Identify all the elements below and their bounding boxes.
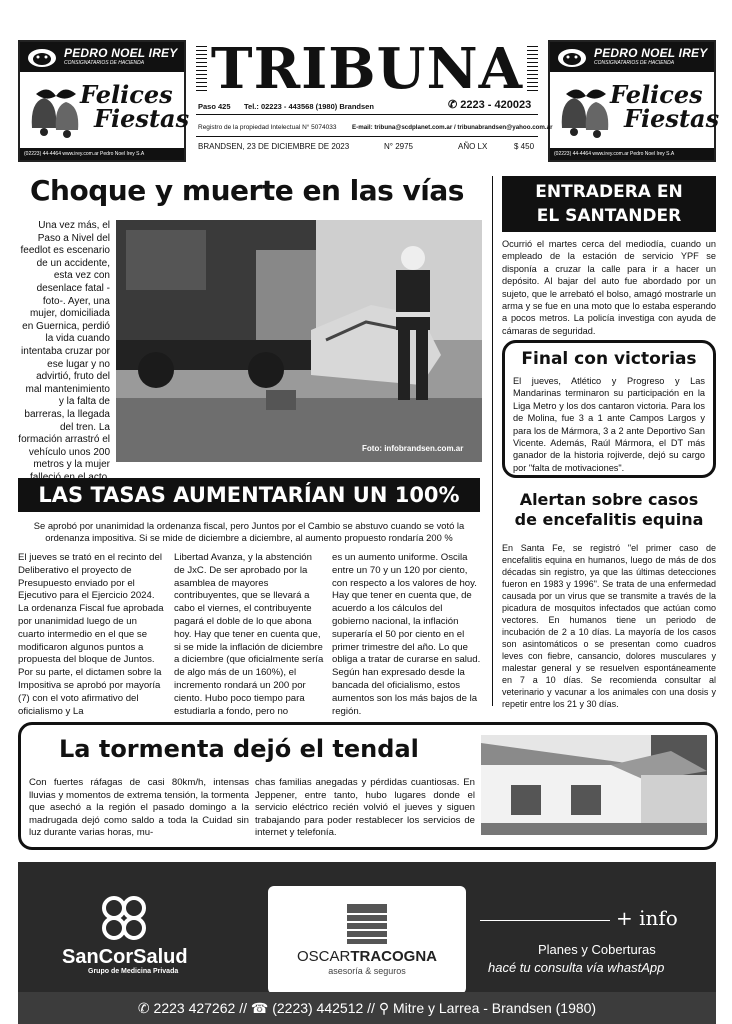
ad-greeting-2: Fiestas bbox=[624, 104, 720, 133]
encefalitis-headline: Alertan sobre casos de encefalitis equina bbox=[514, 490, 704, 529]
masthead-date: BRANDSEN, 23 DE DICIEMBRE DE 2023 bbox=[198, 142, 350, 151]
victorias-headline: Final con victorias bbox=[521, 349, 697, 369]
contact-phone-2: (2223) 442512 bbox=[272, 1000, 364, 1016]
plans-label: Planes y Coberturas bbox=[538, 942, 656, 957]
footer-ad[interactable] bbox=[18, 862, 716, 1024]
ad-greeting-1: Felices bbox=[80, 80, 173, 109]
bells-icon bbox=[26, 86, 86, 148]
masthead-rule bbox=[196, 114, 538, 115]
tracogna-subtitle: asesoría & seguros bbox=[328, 966, 406, 976]
masthead-rule bbox=[196, 136, 538, 137]
encefalitis-text: En Santa Fe, se registró "el primer caso de encefalitis equina en humanos, luego de más de dos décadas sin registro, ya que las últimas detecciones fueron en 1983 y 1996". Se trata de una enfermedad causada por un virus que se transmite a través de la picadura de mosquitos infectados que actúan como vectores. En humanos tiene un periodo de incubación de 2 a 10 días. La mayoría de los casos son asintomáticos o se presentan como cuadros leves con fiebre, cansancio, dolores musculares y malestar general y se resuelven espontáneamente en 7 a 10 días. Se recomienda consultar al veterinario y vacunar a los animales con una dosis y repetir entre los 21 y 30 días. bbox=[502, 543, 716, 709]
ad-brand: PEDRO NOEL IREY bbox=[594, 46, 708, 60]
ad-subtitle: CONSIGNATARIOS DE HACIENDA bbox=[594, 60, 675, 66]
masthead-email: E-mail: tribuna@scdplanet.com.ar / tribunabrandsen@yahoo.com.ar bbox=[352, 124, 553, 131]
phone-icon: ☎ bbox=[250, 1000, 269, 1016]
sancor-subtitle: Grupo de Medicina Privada bbox=[88, 968, 179, 975]
consult-label: hacé tu consulta vía whastApp bbox=[488, 960, 665, 975]
sancor-brand: SanCorSalud bbox=[62, 946, 188, 968]
ad-left[interactable] bbox=[18, 40, 190, 162]
tasas-headline: LAS TASAS AUMENTARÍAN UN 100% bbox=[18, 478, 480, 512]
cow-icon bbox=[556, 46, 588, 68]
masthead-year: AÑO LX bbox=[458, 142, 488, 151]
tasas-col1: El jueves se trató en el recinto del Deliberativo el proyecto de Presupuesto enviado por el Ejecutivo para el Ejercicio 2024. La ordenanza Fiscal fue aprobada por unanimidad luego de un cuarto intermedio en el que se modificaron algunos puntos a propuesta del bloque de Juntos. Por su parte, el dictamen sobre la Impositiva se aprobó por mayoría (7) con el voto afirmativo del oficialismo y La bbox=[18, 552, 164, 717]
tasas-col3: es un aumento uniforme. Oscila entre un 70 y un 120 por ciento, con respecto a los valores de hoy. Hay que tener en cuenta que, de acuerdo a los cálculos del gobierno nacional, la inflación superaría el 50 por ciento en el primer trimestre del año. Lo que obliga a tratar de curarse en salud. Según han expresado desde la bancada del oficialismo, estos aumentos son los más bajos de la región. bbox=[332, 552, 481, 717]
whatsapp-icon: ✆ bbox=[448, 99, 461, 111]
tormenta-photo bbox=[481, 735, 707, 835]
info-label: + info bbox=[616, 906, 678, 930]
ad-footer: (02223) 44-4464 www.irey.com.ar Pedro Noel Irey S.A bbox=[20, 148, 184, 160]
column-rule bbox=[492, 176, 493, 706]
separator: // bbox=[367, 1000, 379, 1016]
contact-address: Mitre y Larrea - Brandsen (1980) bbox=[393, 1000, 597, 1016]
tasas-col2: Libertad Avanza, y la abstención de JxC. De ser aprobado por la asamblea de mayores contribuyentes, que se llevará a cabo el viernes, el contribuyente pagará el doble de lo que abona hoy. Hay que tener en cuenta que, si se mide la inflación de diciembre a diciembre (que oficialmente sería de algo más de un 160%), el incremento rondará un 200 por ciento. Hubo poco tiempo para estudiarla a fondo, pero no bbox=[174, 552, 324, 717]
lead-photo bbox=[116, 220, 482, 462]
masthead-address: Paso 425 bbox=[198, 102, 231, 111]
cow-icon bbox=[26, 46, 58, 68]
masthead-whatsapp: ✆ 2223 - 420023 bbox=[448, 99, 532, 111]
ad-subtitle: CONSIGNATARIOS DE HACIENDA bbox=[64, 60, 145, 66]
entradera-headline: ENTRADERA EN EL SANTANDER bbox=[502, 176, 716, 232]
masthead-issue: N° 2975 bbox=[384, 142, 413, 151]
tasas-deck: Se aprobó por unanimidad la ordenanza fiscal, pero Juntos por el Cambio se abstuvo cuando se votó la ordenanza impositiva. Si se mide de diciembre a diciembre, al aumento propuesto rondaría 200 % bbox=[33, 520, 465, 543]
ad-header bbox=[550, 42, 714, 72]
ad-brand: PEDRO NOEL IREY bbox=[64, 46, 178, 60]
house-photo bbox=[481, 735, 707, 835]
lead-text: Una vez más, el Paso a Nivel del feedlot es escenario de un accidente, esta vez con desenlace fatal -foto-. Ayer, una mujer, domiciliada en Guernica, perdió la vida cuando intentaba cruzar por ese lugar y no advirtió, fruto del mal mantenimiento y la falta de barreras, la llegada del tren. La formación arrastró el vehículo unos 200 metros y la mujer bbox=[18, 220, 110, 471]
masthead-title: TRIBUNA bbox=[196, 40, 538, 98]
tormenta-box bbox=[18, 722, 718, 850]
photo-credit: Foto: infobrandsen.com.ar bbox=[362, 444, 464, 453]
info-rule bbox=[480, 920, 610, 921]
tormenta-headline: La tormenta dejó el tendal bbox=[59, 735, 419, 763]
sancor-logo-icon bbox=[100, 894, 148, 942]
ad-right[interactable] bbox=[548, 40, 720, 162]
masthead-registry: Registro de la propiedad Intelectual N° 5074033 bbox=[198, 124, 337, 131]
tormenta-col1: Con fuertes ráfagas de casi 80km/h, intensas lluvias y momentos de extrema tensión, la tormenta que asechó a la región el pasado domingo a la madrugada dejó como saldo a toda la Cuidad sin luz durante varias horas, mu- bbox=[29, 777, 249, 839]
location-icon: ⚲ bbox=[378, 1000, 390, 1016]
separator: // bbox=[239, 1000, 251, 1016]
whatsapp-icon: ✆ bbox=[137, 1000, 150, 1016]
masthead-phones: Tel.: 02223 - 443568 (1980) Brandsen bbox=[244, 102, 374, 111]
contact-phone-1: 2223 427262 bbox=[153, 1000, 236, 1016]
tormenta-col2: chas familias anegadas y pérdidas cuantiosas. En Jeppener, entre tanto, hubo lugares donde el servicio eléctrico recién volvió el jueves y siguen trabajando para poder restablecer los servicios de internet y telefonía. bbox=[255, 777, 475, 839]
victorias-box bbox=[502, 340, 716, 478]
lead-headline: Choque y muerte en las vías bbox=[30, 174, 464, 207]
train-photo bbox=[116, 220, 482, 462]
masthead bbox=[196, 36, 553, 164]
tracogna-card bbox=[268, 886, 466, 994]
ad-header bbox=[20, 42, 184, 72]
contact-bar bbox=[18, 992, 716, 1024]
masthead-logo bbox=[196, 36, 538, 102]
tracogna-logo-icon bbox=[347, 904, 387, 944]
ad-greeting-1: Felices bbox=[610, 80, 703, 109]
entradera-text: Ocurrió el martes cerca del mediodía, cuando un empleado de la estación de servicio YPF se disponía a cruzar la calle para ir a hacer un depósito. Al bajar del auto fue abordado por un sujeto, que le arrebató el bolso, amagó mostrarle un arma y se fue en una moto que lo estaba esperando a pocos metros. La policía investiga con ayuda de cámaras de seguridad. bbox=[502, 239, 716, 336]
tracogna-name: OSCARTRACOGNA bbox=[296, 948, 437, 965]
victorias-text: El jueves, Atlético y Progreso y Las Mandarinas terminaron su participación en la Liga Metro y los dos cantaron victoria. Para los de Molina, fue 3 a 1 ante Campos Largos y para los de Mármora, 3 a 2 ante Deportivo San Vicente. Además, Raúl Mármora, el DT más ganador de la historia rojiverde, dejó su cargo por "falta de motivaciones". bbox=[513, 376, 705, 473]
bells-icon bbox=[556, 86, 616, 148]
masthead-price: $ 450 bbox=[514, 142, 535, 151]
ad-greeting-2: Fiestas bbox=[94, 104, 190, 133]
ad-footer: (02223) 44-4464 www.irey.com.ar Pedro Noel Irey S.A bbox=[550, 148, 714, 160]
